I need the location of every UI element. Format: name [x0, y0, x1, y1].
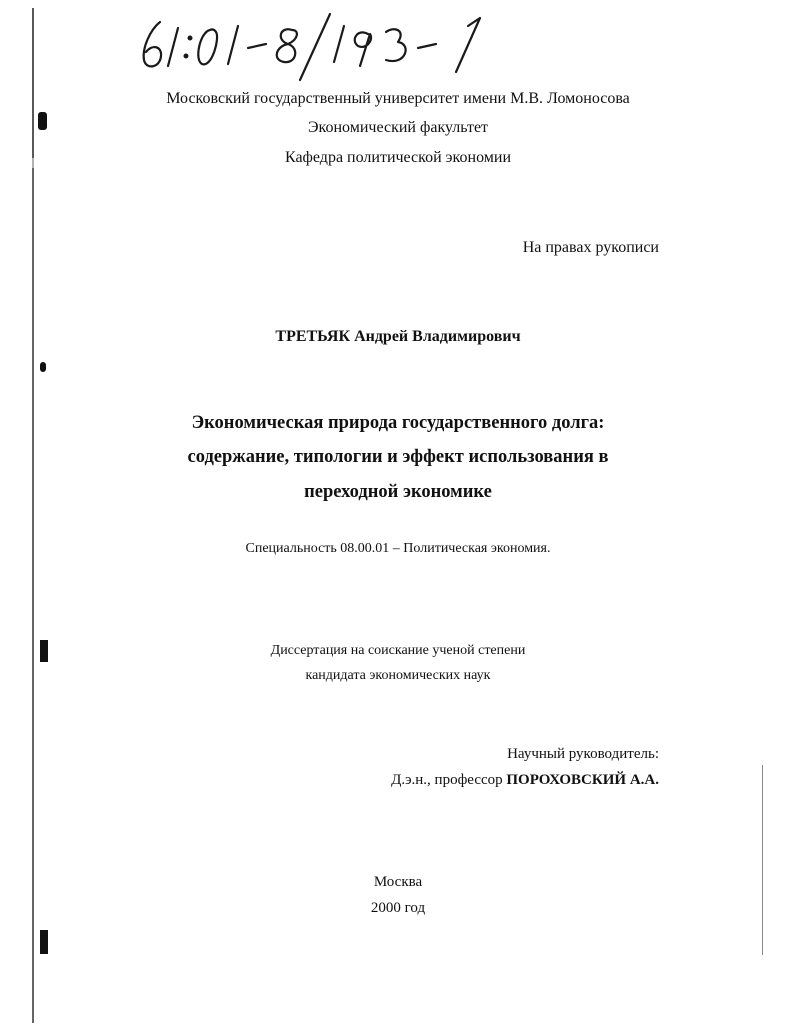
scan-mark: [40, 930, 48, 954]
author-name: ТРЕТЬЯК Андрей Владимирович: [275, 328, 521, 345]
handwritten-number-stamp: [130, 0, 530, 85]
title-line-3: переходной экономике: [304, 482, 492, 502]
title-line-2: содержание, типологии и эффект использования в: [187, 447, 609, 467]
dissertation-line-1: Диссертация на соискание ученой степени: [270, 643, 526, 658]
year: 2000 год: [370, 900, 426, 916]
scan-edge-line-right: [762, 765, 763, 955]
title-line-1: Экономическая природа государственного долга:: [191, 413, 605, 433]
specialty: Специальность 08.00.01 – Политическая экономия.: [245, 541, 551, 556]
advisor-degree: Д.э.н., профессор: [391, 772, 507, 788]
advisor-label: Научный руководитель:: [507, 746, 659, 762]
rights-notice: На правах рукописи: [522, 239, 659, 256]
advisor-line: [391, 772, 659, 789]
city: Москва: [373, 874, 423, 890]
faculty-name: Экономический факультет: [307, 119, 489, 136]
university-name: Московский государственный университет имени М.В. Ломоносова: [166, 90, 630, 107]
advisor-name: ПОРОХОВСКИЙ А.А.: [506, 772, 659, 788]
scan-mark: [40, 362, 46, 372]
department-name: Кафедра политической экономии: [284, 149, 512, 166]
dissertation-line-2: кандидата экономических наук: [305, 668, 491, 683]
